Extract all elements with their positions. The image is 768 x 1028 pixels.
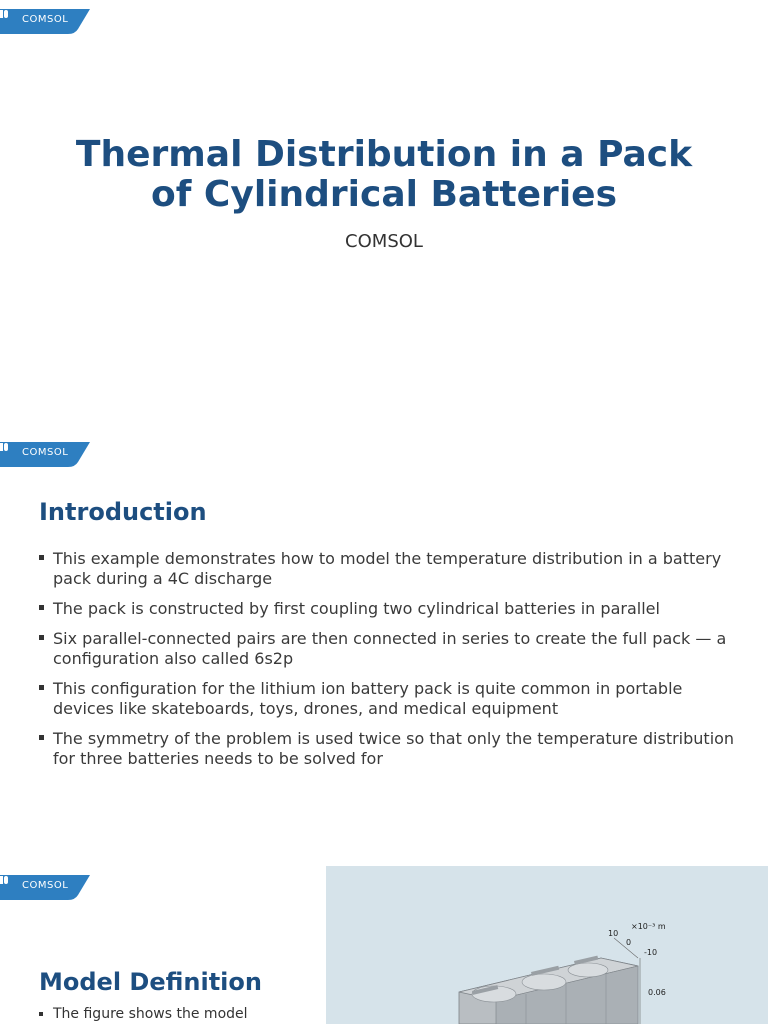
logo-text: COMSOL (22, 14, 69, 25)
introduction-heading: Introduction (39, 498, 207, 526)
model-definition-heading: Model Definition (39, 968, 262, 996)
tick-label: -10 (644, 948, 658, 957)
title-line-1: Thermal Distribution in a Pack (75, 134, 693, 175)
introduction-bullets (38, 549, 738, 779)
tick-label: 0 (626, 938, 632, 947)
introduction-slide (0, 432, 768, 864)
title-line-2: of Cylindrical Batteries (151, 174, 617, 215)
bullet-item: This configuration for the lithium ion battery pack is quite common in portable devices like skateboards, toys, drones, and medical equipment (38, 679, 738, 719)
model-geometry-figure (326, 866, 768, 1024)
slide-title (0, 135, 768, 215)
model-definition-bullet: The figure shows the model (38, 1006, 248, 1022)
bullet-item: The pack is constructed by first coupling two cylindrical batteries in parallel (38, 599, 738, 619)
bullet-item: The symmetry of the problem is used twice so that only the temperature distribution for three batteries needs to be solved for (38, 729, 738, 769)
comsol-mark-icon (0, 9, 10, 19)
tick-label: 0.06 (648, 988, 666, 997)
comsol-logo-tab (0, 442, 90, 466)
logo-text: COMSOL (22, 880, 69, 891)
comsol-logo-tab (0, 875, 90, 899)
comsol-logo-tab (0, 9, 90, 33)
bullet-item: Six parallel-connected pairs are then connected in series to create the full pack — a configuration also called 6s2p (38, 629, 738, 669)
tick-label: 10 (608, 929, 619, 938)
slide-subtitle: COMSOL (345, 231, 423, 252)
comsol-mark-icon (0, 875, 10, 885)
logo-text: COMSOL (22, 447, 69, 458)
title-slide (0, 0, 768, 432)
unit-label: ×10⁻³ m (631, 922, 666, 931)
comsol-mark-icon (0, 442, 10, 452)
battery-geometry-drawing (326, 866, 768, 1024)
bullet-item: This example demonstrates how to model the temperature distribution in a battery pack during a 4C discharge (38, 549, 738, 589)
